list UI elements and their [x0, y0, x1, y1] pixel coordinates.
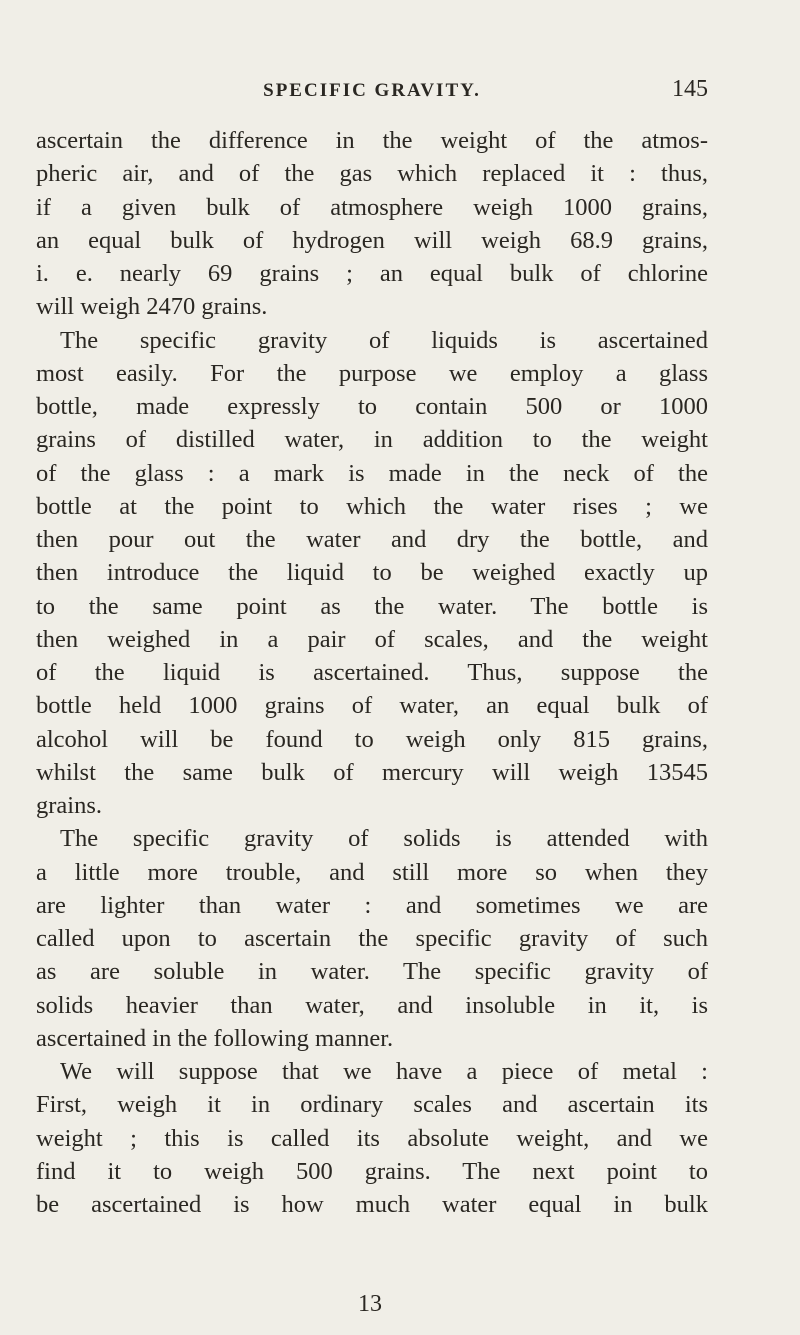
text-line: The specific gravity of solids is attended with: [60, 825, 708, 853]
text-line: an equal bulk of hydrogen will weigh 68.9 grains,: [36, 226, 708, 254]
text-line: then weighed in a pair of scales, and the weight: [36, 625, 708, 653]
running-title: SPECIFIC GRAVITY.: [263, 80, 481, 101]
body-text: [36, 124, 708, 1221]
text-line: as are soluble in water. The specific gravity of: [36, 958, 708, 986]
text-line: be ascertained is how much water equal in bulk: [36, 1191, 708, 1218]
text-line: of the liquid is ascertained. Thus, suppose the: [36, 659, 708, 686]
text-line: will weigh 2470 grains.: [36, 293, 268, 321]
text-line: grains of distilled water, in addition to the weight: [36, 426, 708, 454]
text-line: First, weigh it in ordinary scales and ascertain its: [36, 1091, 708, 1119]
text-line: called upon to ascertain the specific gravity of such: [36, 925, 708, 952]
text-line: then introduce the liquid to be weighed exactly up: [36, 559, 708, 587]
text-line: if a given bulk of atmosphere weigh 1000 grains,: [36, 193, 708, 221]
text-line: ascertain the difference in the weight of the atmos-: [36, 127, 708, 154]
text-line: are lighter than water : and sometimes we are: [36, 891, 708, 919]
text-line: bottle at the point to which the water rises ; we: [36, 492, 708, 520]
text-line: find it to weigh 500 grains. The next point to: [36, 1157, 708, 1185]
text-line: most easily. For the purpose we employ a glass: [36, 359, 708, 387]
text-line: The specific gravity of liquids is ascertained: [60, 326, 708, 354]
text-line: pheric air, and of the gas which replaced it : thus,: [36, 160, 708, 188]
text-line: bottle held 1000 grains of water, an equal bulk of: [36, 692, 708, 720]
text-line: alcohol will be found to weigh only 815 grains,: [36, 725, 708, 753]
text-line: grains.: [36, 792, 102, 819]
text-line: i. e. nearly 69 grains ; an equal bulk of chlorine: [36, 260, 708, 287]
text-line: then pour out the water and dry the bottle, and: [36, 526, 708, 553]
text-line: a little more trouble, and still more so when they: [36, 858, 708, 886]
running-head: [36, 76, 708, 110]
text-line: solids heavier than water, and insoluble in it, is: [36, 991, 708, 1019]
page-number: 145: [672, 76, 708, 102]
text-line: ascertained in the following manner.: [36, 1024, 394, 1052]
text-line: to the same point as the water. The bottle is: [36, 592, 708, 620]
signature-mark: 13: [358, 1291, 382, 1317]
text-line: weight ; this is called its absolute weight, and we: [36, 1124, 708, 1152]
text-line: whilst the same bulk of mercury will weigh 13545: [36, 758, 708, 786]
text-line: We will suppose that we have a piece of metal :: [60, 1058, 708, 1085]
text-line: of the glass : a mark is made in the neck of the: [36, 459, 708, 487]
text-line: bottle, made expressly to contain 500 or 1000: [36, 393, 708, 420]
